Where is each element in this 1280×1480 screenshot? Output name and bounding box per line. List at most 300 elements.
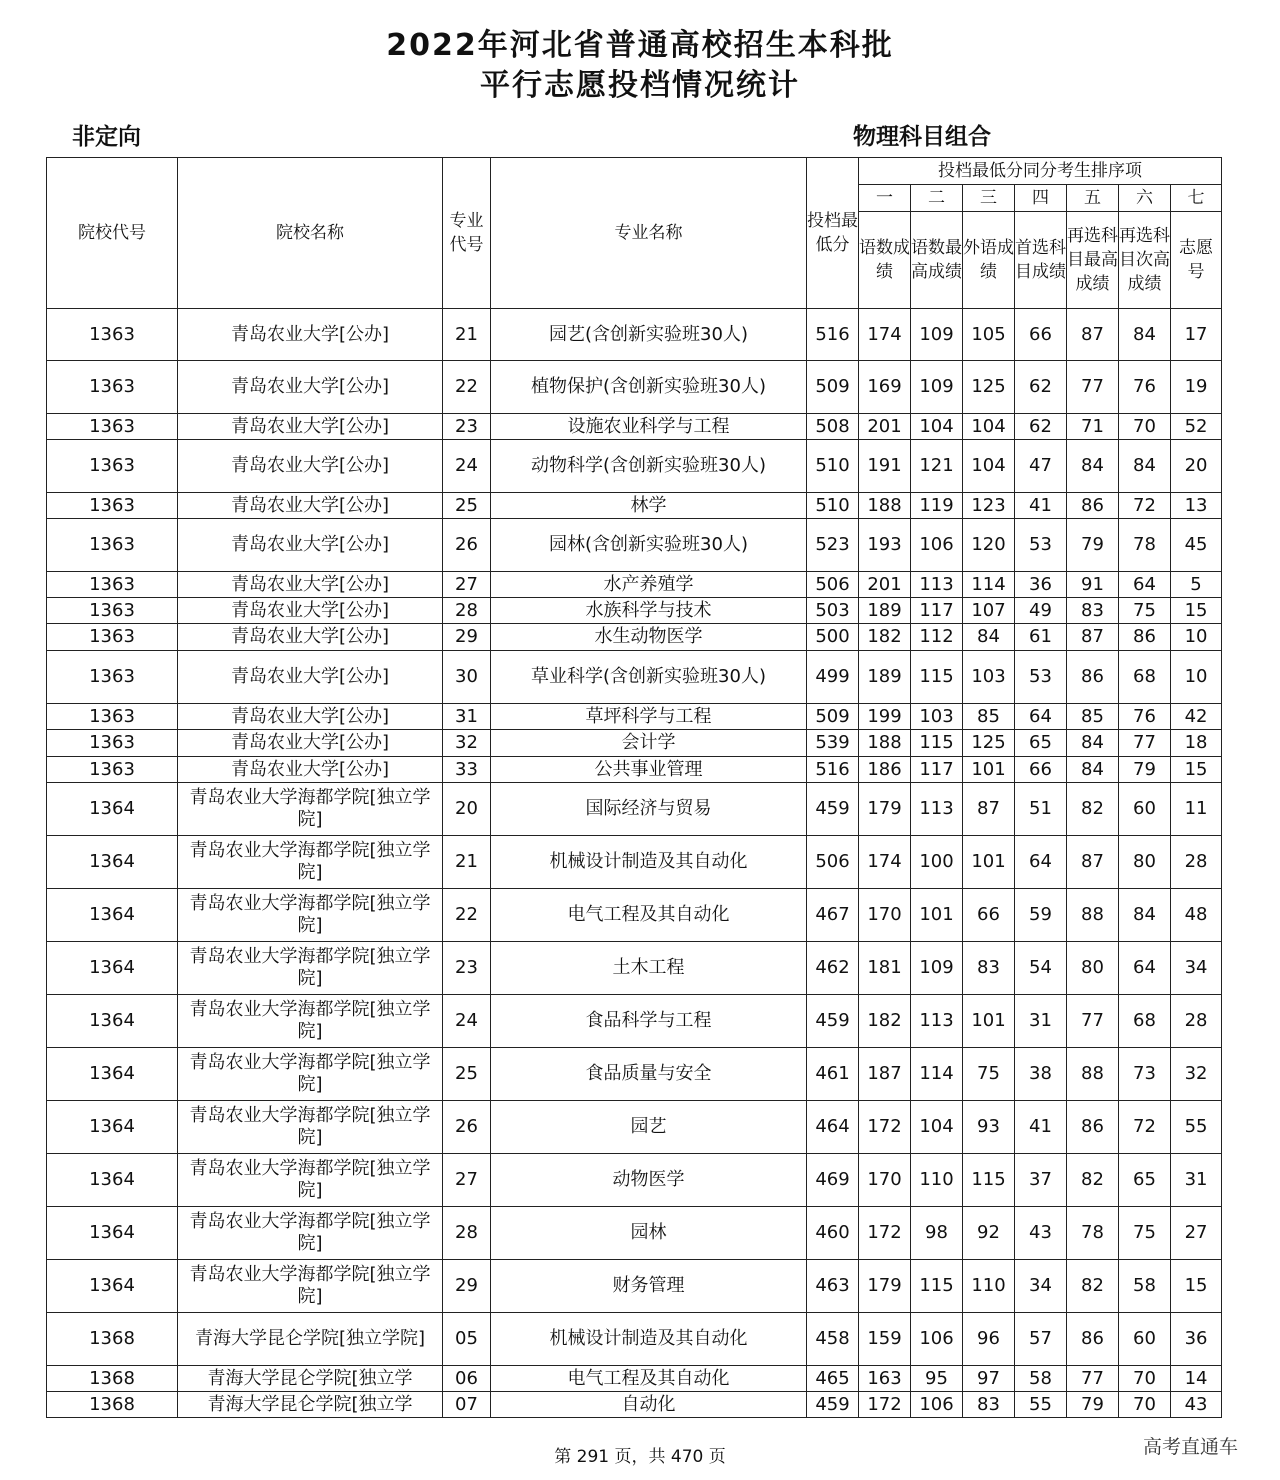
cell-school-name: 青岛农业大学[公办] (178, 361, 443, 414)
cell-school-code: 1368 (47, 1313, 178, 1366)
cell-school-code: 1363 (47, 651, 178, 704)
cell-major-code: 29 (443, 1260, 491, 1313)
cell-major-name: 水产养殖学 (491, 572, 807, 598)
cell-score-foreign-lang: 75 (963, 1048, 1015, 1101)
header-major-code: 专业代号 (443, 158, 491, 309)
cell-school-name: 青岛农业大学[公办] (178, 440, 443, 493)
cell-school-name: 青岛农业大学海都学院[独立学院] (178, 836, 443, 889)
table-row (47, 1260, 1222, 1313)
cell-major-name: 食品质量与安全 (491, 1048, 807, 1101)
cell-volunteer-number: 43 (1171, 1392, 1222, 1418)
cell-school-name: 青岛农业大学[公办] (178, 598, 443, 624)
cell-score-first-subject: 55 (1015, 1392, 1067, 1418)
cell-score-first-subject: 37 (1015, 1154, 1067, 1207)
cell-school-code: 1364 (47, 1260, 178, 1313)
cell-score-chinese-math-max: 115 (911, 651, 963, 704)
cell-score-foreign-lang: 110 (963, 1260, 1015, 1313)
cell-score-first-subject: 66 (1015, 757, 1067, 783)
cell-score-second-next: 68 (1119, 995, 1171, 1048)
cell-min-score: 516 (807, 757, 859, 783)
cell-score-first-subject: 62 (1015, 414, 1067, 440)
cell-score-foreign-lang: 93 (963, 1101, 1015, 1154)
cell-score-chinese-math: 159 (859, 1313, 911, 1366)
cell-school-name: 青海大学昆仑学院[独立学 (178, 1392, 443, 1418)
cell-score-second-next: 75 (1119, 598, 1171, 624)
header-rank-4: 四 (1015, 185, 1067, 212)
page-title-line2: 平行志愿投档情况统计 (480, 68, 800, 103)
cell-score-chinese-math-max: 119 (911, 493, 963, 519)
cell-school-code: 1363 (47, 414, 178, 440)
header-rank-item-5: 再选科目最高成绩 (1067, 212, 1119, 309)
table-row (47, 493, 1222, 519)
cell-min-score: 463 (807, 1260, 859, 1313)
cell-score-second-max: 86 (1067, 1101, 1119, 1154)
cell-school-name: 青岛农业大学[公办] (178, 730, 443, 757)
header-rank-2: 二 (911, 185, 963, 212)
cell-school-code: 1363 (47, 598, 178, 624)
cell-score-foreign-lang: 97 (963, 1366, 1015, 1392)
cell-volunteer-number: 10 (1171, 651, 1222, 704)
cell-school-code: 1364 (47, 1101, 178, 1154)
page-footer: 第 291 页，共 470 页 (554, 1447, 726, 1467)
cell-score-second-max: 80 (1067, 942, 1119, 995)
cell-school-code: 1368 (47, 1366, 178, 1392)
cell-major-name: 电气工程及其自动化 (491, 889, 807, 942)
cell-major-name: 草坪科学与工程 (491, 704, 807, 730)
cell-score-second-next: 70 (1119, 1366, 1171, 1392)
cell-score-second-max: 77 (1067, 1366, 1119, 1392)
cell-score-second-next: 70 (1119, 1392, 1171, 1418)
table-row (47, 836, 1222, 889)
cell-score-chinese-math-max: 112 (911, 624, 963, 651)
cell-score-second-max: 88 (1067, 1048, 1119, 1101)
cell-school-name: 青岛农业大学海都学院[独立学院] (178, 1101, 443, 1154)
cell-min-score: 509 (807, 361, 859, 414)
cell-score-chinese-math-max: 100 (911, 836, 963, 889)
table-row (47, 757, 1222, 783)
cell-score-chinese-math: 170 (859, 889, 911, 942)
cell-min-score: 460 (807, 1207, 859, 1260)
cell-major-code: 07 (443, 1392, 491, 1418)
cell-min-score: 465 (807, 1366, 859, 1392)
cell-school-name: 青岛农业大学海都学院[独立学院] (178, 942, 443, 995)
cell-score-first-subject: 66 (1015, 309, 1067, 361)
cell-major-name: 园林(含创新实验班30人) (491, 519, 807, 572)
cell-score-first-subject: 65 (1015, 730, 1067, 757)
cell-score-second-max: 82 (1067, 783, 1119, 836)
cell-volunteer-number: 42 (1171, 704, 1222, 730)
cell-major-code: 33 (443, 757, 491, 783)
cell-school-code: 1363 (47, 361, 178, 414)
cell-volunteer-number: 13 (1171, 493, 1222, 519)
cell-score-second-next: 76 (1119, 361, 1171, 414)
header-rank-6: 六 (1119, 185, 1171, 212)
cell-score-second-next: 68 (1119, 651, 1171, 704)
table-row (47, 1048, 1222, 1101)
cell-major-code: 28 (443, 598, 491, 624)
cell-score-chinese-math: 174 (859, 309, 911, 361)
cell-score-second-next: 77 (1119, 730, 1171, 757)
cell-score-first-subject: 51 (1015, 783, 1067, 836)
cell-school-name: 青海大学昆仑学院[独立学 (178, 1366, 443, 1392)
cell-score-foreign-lang: 103 (963, 651, 1015, 704)
cell-volunteer-number: 27 (1171, 1207, 1222, 1260)
cell-score-second-max: 79 (1067, 519, 1119, 572)
cell-school-code: 1363 (47, 519, 178, 572)
cell-score-second-max: 71 (1067, 414, 1119, 440)
table-row (47, 651, 1222, 704)
cell-school-name: 青岛农业大学海都学院[独立学院] (178, 995, 443, 1048)
cell-score-chinese-math-max: 113 (911, 995, 963, 1048)
cell-school-code: 1368 (47, 1392, 178, 1418)
table-row (47, 519, 1222, 572)
cell-school-code: 1363 (47, 493, 178, 519)
cell-major-code: 23 (443, 414, 491, 440)
cell-score-second-max: 87 (1067, 624, 1119, 651)
cell-major-code: 26 (443, 1101, 491, 1154)
cell-score-second-next: 60 (1119, 783, 1171, 836)
cell-min-score: 500 (807, 624, 859, 651)
cell-major-name: 林学 (491, 493, 807, 519)
cell-volunteer-number: 18 (1171, 730, 1222, 757)
header-rank-item-3: 外语成绩 (963, 212, 1015, 309)
cell-score-second-next: 78 (1119, 519, 1171, 572)
cell-volunteer-number: 15 (1171, 1260, 1222, 1313)
cell-score-second-max: 78 (1067, 1207, 1119, 1260)
cell-major-name: 机械设计制造及其自动化 (491, 836, 807, 889)
cell-score-second-next: 80 (1119, 836, 1171, 889)
cell-volunteer-number: 28 (1171, 995, 1222, 1048)
cell-school-code: 1363 (47, 730, 178, 757)
cell-score-chinese-math: 163 (859, 1366, 911, 1392)
cell-score-second-next: 86 (1119, 624, 1171, 651)
cell-major-name: 水族科学与技术 (491, 598, 807, 624)
cell-major-name: 动物医学 (491, 1154, 807, 1207)
cell-score-first-subject: 36 (1015, 572, 1067, 598)
cell-score-foreign-lang: 85 (963, 704, 1015, 730)
cell-score-chinese-math-max: 109 (911, 361, 963, 414)
cell-score-first-subject: 53 (1015, 519, 1067, 572)
cell-major-name: 园艺 (491, 1101, 807, 1154)
subtitle-subject-group: 物理科目组合 (853, 124, 991, 150)
cell-score-second-next: 64 (1119, 572, 1171, 598)
cell-score-chinese-math: 188 (859, 730, 911, 757)
cell-score-chinese-math: 172 (859, 1392, 911, 1418)
table-row (47, 361, 1222, 414)
cell-score-chinese-math: 189 (859, 598, 911, 624)
cell-score-chinese-math-max: 109 (911, 942, 963, 995)
cell-school-name: 青岛农业大学海都学院[独立学院] (178, 1048, 443, 1101)
cell-major-name: 国际经济与贸易 (491, 783, 807, 836)
cell-score-first-subject: 34 (1015, 1260, 1067, 1313)
cell-score-second-next: 84 (1119, 889, 1171, 942)
cell-score-second-next: 79 (1119, 757, 1171, 783)
cell-score-first-subject: 31 (1015, 995, 1067, 1048)
cell-min-score: 458 (807, 1313, 859, 1366)
cell-school-code: 1364 (47, 1154, 178, 1207)
cell-min-score: 461 (807, 1048, 859, 1101)
table-row (47, 440, 1222, 493)
cell-score-first-subject: 61 (1015, 624, 1067, 651)
cell-score-chinese-math-max: 110 (911, 1154, 963, 1207)
cell-score-second-max: 83 (1067, 598, 1119, 624)
cell-min-score: 459 (807, 995, 859, 1048)
cell-min-score: 506 (807, 836, 859, 889)
table-row (47, 889, 1222, 942)
cell-min-score: 459 (807, 1392, 859, 1418)
cell-min-score: 503 (807, 598, 859, 624)
cell-major-name: 草业科学(含创新实验班30人) (491, 651, 807, 704)
table-row (47, 1313, 1222, 1366)
cell-score-foreign-lang: 87 (963, 783, 1015, 836)
cell-score-first-subject: 53 (1015, 651, 1067, 704)
cell-volunteer-number: 10 (1171, 624, 1222, 651)
cell-score-chinese-math: 182 (859, 995, 911, 1048)
cell-score-second-next: 58 (1119, 1260, 1171, 1313)
cell-score-chinese-math-max: 113 (911, 572, 963, 598)
cell-major-code: 22 (443, 361, 491, 414)
page-title-line1: 2022年河北省普通高校招生本科批 (386, 28, 894, 63)
cell-school-code: 1363 (47, 572, 178, 598)
cell-score-chinese-math-max: 98 (911, 1207, 963, 1260)
cell-score-first-subject: 64 (1015, 836, 1067, 889)
cell-score-foreign-lang: 115 (963, 1154, 1015, 1207)
cell-school-name: 青岛农业大学[公办] (178, 309, 443, 361)
cell-score-second-max: 86 (1067, 1313, 1119, 1366)
header-rank-item-6: 再选科目次高成绩 (1119, 212, 1171, 309)
header-rank-item-4: 首选科目成绩 (1015, 212, 1067, 309)
table-row (47, 598, 1222, 624)
cell-score-foreign-lang: 125 (963, 361, 1015, 414)
cell-score-first-subject: 62 (1015, 361, 1067, 414)
cell-score-chinese-math: 182 (859, 624, 911, 651)
table-row (47, 1207, 1222, 1260)
cell-score-first-subject: 38 (1015, 1048, 1067, 1101)
cell-min-score: 506 (807, 572, 859, 598)
cell-score-foreign-lang: 84 (963, 624, 1015, 651)
table-row (47, 995, 1222, 1048)
cell-score-foreign-lang: 114 (963, 572, 1015, 598)
cell-major-name: 土木工程 (491, 942, 807, 995)
cell-score-second-max: 77 (1067, 995, 1119, 1048)
cell-school-code: 1364 (47, 1207, 178, 1260)
cell-score-second-next: 73 (1119, 1048, 1171, 1101)
cell-major-code: 27 (443, 1154, 491, 1207)
header-school-name: 院校名称 (178, 158, 443, 309)
watermark: 高考直通车 (1143, 1436, 1239, 1458)
cell-score-second-next: 84 (1119, 309, 1171, 361)
cell-score-chinese-math-max: 113 (911, 783, 963, 836)
cell-major-code: 21 (443, 309, 491, 361)
cell-school-name: 青岛农业大学[公办] (178, 624, 443, 651)
cell-min-score: 467 (807, 889, 859, 942)
cell-score-first-subject: 58 (1015, 1366, 1067, 1392)
cell-score-chinese-math-max: 95 (911, 1366, 963, 1392)
header-major-name: 专业名称 (491, 158, 807, 309)
cell-volunteer-number: 52 (1171, 414, 1222, 440)
cell-score-foreign-lang: 83 (963, 1392, 1015, 1418)
cell-min-score: 509 (807, 704, 859, 730)
cell-score-chinese-math: 170 (859, 1154, 911, 1207)
cell-score-foreign-lang: 105 (963, 309, 1015, 361)
cell-major-code: 25 (443, 493, 491, 519)
table-row (47, 783, 1222, 836)
cell-score-foreign-lang: 104 (963, 414, 1015, 440)
cell-min-score: 510 (807, 440, 859, 493)
cell-school-code: 1364 (47, 889, 178, 942)
cell-score-second-max: 91 (1067, 572, 1119, 598)
cell-score-chinese-math: 181 (859, 942, 911, 995)
cell-major-code: 27 (443, 572, 491, 598)
table-body (47, 309, 1222, 1418)
cell-score-first-subject: 57 (1015, 1313, 1067, 1366)
cell-score-first-subject: 47 (1015, 440, 1067, 493)
cell-score-chinese-math: 189 (859, 651, 911, 704)
cell-school-name: 青岛农业大学海都学院[独立学院] (178, 1207, 443, 1260)
cell-volunteer-number: 17 (1171, 309, 1222, 361)
cell-score-foreign-lang: 125 (963, 730, 1015, 757)
cell-major-name: 水生动物医学 (491, 624, 807, 651)
cell-score-second-max: 87 (1067, 309, 1119, 361)
cell-score-second-next: 75 (1119, 1207, 1171, 1260)
cell-major-code: 21 (443, 836, 491, 889)
table-row (47, 1101, 1222, 1154)
cell-min-score: 510 (807, 493, 859, 519)
cell-score-first-subject: 54 (1015, 942, 1067, 995)
cell-score-chinese-math: 169 (859, 361, 911, 414)
cell-score-chinese-math: 193 (859, 519, 911, 572)
cell-volunteer-number: 28 (1171, 836, 1222, 889)
cell-major-name: 动物科学(含创新实验班30人) (491, 440, 807, 493)
cell-score-second-next: 76 (1119, 704, 1171, 730)
cell-school-code: 1363 (47, 309, 178, 361)
cell-score-second-max: 86 (1067, 493, 1119, 519)
cell-score-chinese-math: 172 (859, 1207, 911, 1260)
cell-score-second-next: 84 (1119, 440, 1171, 493)
cell-school-code: 1363 (47, 624, 178, 651)
cell-score-chinese-math: 179 (859, 783, 911, 836)
cell-major-code: 32 (443, 730, 491, 757)
cell-school-name: 青岛农业大学[公办] (178, 572, 443, 598)
cell-min-score: 516 (807, 309, 859, 361)
cell-score-chinese-math-max: 103 (911, 704, 963, 730)
table-row (47, 1392, 1222, 1418)
cell-volunteer-number: 11 (1171, 783, 1222, 836)
cell-major-code: 28 (443, 1207, 491, 1260)
table-row (47, 942, 1222, 995)
cell-score-chinese-math-max: 115 (911, 1260, 963, 1313)
cell-min-score: 523 (807, 519, 859, 572)
cell-min-score: 464 (807, 1101, 859, 1154)
table-row (47, 572, 1222, 598)
cell-min-score: 499 (807, 651, 859, 704)
cell-score-chinese-math: 187 (859, 1048, 911, 1101)
cell-score-foreign-lang: 107 (963, 598, 1015, 624)
cell-volunteer-number: 34 (1171, 942, 1222, 995)
cell-score-chinese-math-max: 104 (911, 414, 963, 440)
cell-score-foreign-lang: 83 (963, 942, 1015, 995)
cell-volunteer-number: 48 (1171, 889, 1222, 942)
cell-score-chinese-math-max: 104 (911, 1101, 963, 1154)
cell-score-chinese-math: 186 (859, 757, 911, 783)
cell-major-code: 26 (443, 519, 491, 572)
cell-score-chinese-math-max: 106 (911, 1392, 963, 1418)
cell-major-code: 22 (443, 889, 491, 942)
cell-score-foreign-lang: 104 (963, 440, 1015, 493)
header-school-code: 院校代号 (47, 158, 178, 309)
cell-score-chinese-math: 201 (859, 572, 911, 598)
cell-score-chinese-math-max: 114 (911, 1048, 963, 1101)
cell-score-chinese-math: 188 (859, 493, 911, 519)
cell-volunteer-number: 15 (1171, 757, 1222, 783)
header-min-score: 投档最低分 (807, 158, 859, 309)
cell-score-chinese-math: 179 (859, 1260, 911, 1313)
cell-score-foreign-lang: 101 (963, 836, 1015, 889)
header-rank-3: 三 (963, 185, 1015, 212)
cell-score-second-max: 84 (1067, 730, 1119, 757)
cell-volunteer-number: 14 (1171, 1366, 1222, 1392)
cell-major-code: 31 (443, 704, 491, 730)
cell-score-second-max: 88 (1067, 889, 1119, 942)
cell-school-code: 1364 (47, 942, 178, 995)
cell-school-name: 青岛农业大学[公办] (178, 414, 443, 440)
cell-volunteer-number: 45 (1171, 519, 1222, 572)
cell-score-chinese-math-max: 115 (911, 730, 963, 757)
cell-score-second-next: 64 (1119, 942, 1171, 995)
cell-school-name: 青岛农业大学[公办] (178, 704, 443, 730)
cell-volunteer-number: 19 (1171, 361, 1222, 414)
cell-school-code: 1364 (47, 836, 178, 889)
header-rank-item-2: 语数最高成绩 (911, 212, 963, 309)
cell-score-second-max: 82 (1067, 1154, 1119, 1207)
header-rank-7: 七 (1171, 185, 1222, 212)
header-rank-5: 五 (1067, 185, 1119, 212)
cell-score-second-next: 72 (1119, 493, 1171, 519)
cell-score-foreign-lang: 101 (963, 757, 1015, 783)
cell-score-chinese-math-max: 106 (911, 1313, 963, 1366)
cell-score-foreign-lang: 123 (963, 493, 1015, 519)
cell-score-first-subject: 41 (1015, 493, 1067, 519)
cell-score-chinese-math-max: 106 (911, 519, 963, 572)
cell-volunteer-number: 20 (1171, 440, 1222, 493)
cell-score-foreign-lang: 96 (963, 1313, 1015, 1366)
cell-major-name: 自动化 (491, 1392, 807, 1418)
cell-major-name: 园艺(含创新实验班30人) (491, 309, 807, 361)
cell-min-score: 469 (807, 1154, 859, 1207)
cell-school-code: 1364 (47, 995, 178, 1048)
cell-score-second-max: 85 (1067, 704, 1119, 730)
cell-score-second-max: 84 (1067, 757, 1119, 783)
cell-score-chinese-math: 201 (859, 414, 911, 440)
cell-major-code: 20 (443, 783, 491, 836)
cell-school-name: 青岛农业大学海都学院[独立学院] (178, 889, 443, 942)
table-row (47, 730, 1222, 757)
cell-major-name: 设施农业科学与工程 (491, 414, 807, 440)
table-row (47, 1366, 1222, 1392)
cell-score-foreign-lang: 66 (963, 889, 1015, 942)
cell-volunteer-number: 36 (1171, 1313, 1222, 1366)
cell-min-score: 539 (807, 730, 859, 757)
table-row (47, 624, 1222, 651)
cell-score-chinese-math: 199 (859, 704, 911, 730)
table-row (47, 309, 1222, 361)
table-row (47, 1154, 1222, 1207)
cell-score-second-next: 70 (1119, 414, 1171, 440)
cell-major-name: 机械设计制造及其自动化 (491, 1313, 807, 1366)
cell-major-code: 23 (443, 942, 491, 995)
cell-school-name: 青岛农业大学海都学院[独立学院] (178, 1154, 443, 1207)
cell-school-name: 青岛农业大学[公办] (178, 519, 443, 572)
